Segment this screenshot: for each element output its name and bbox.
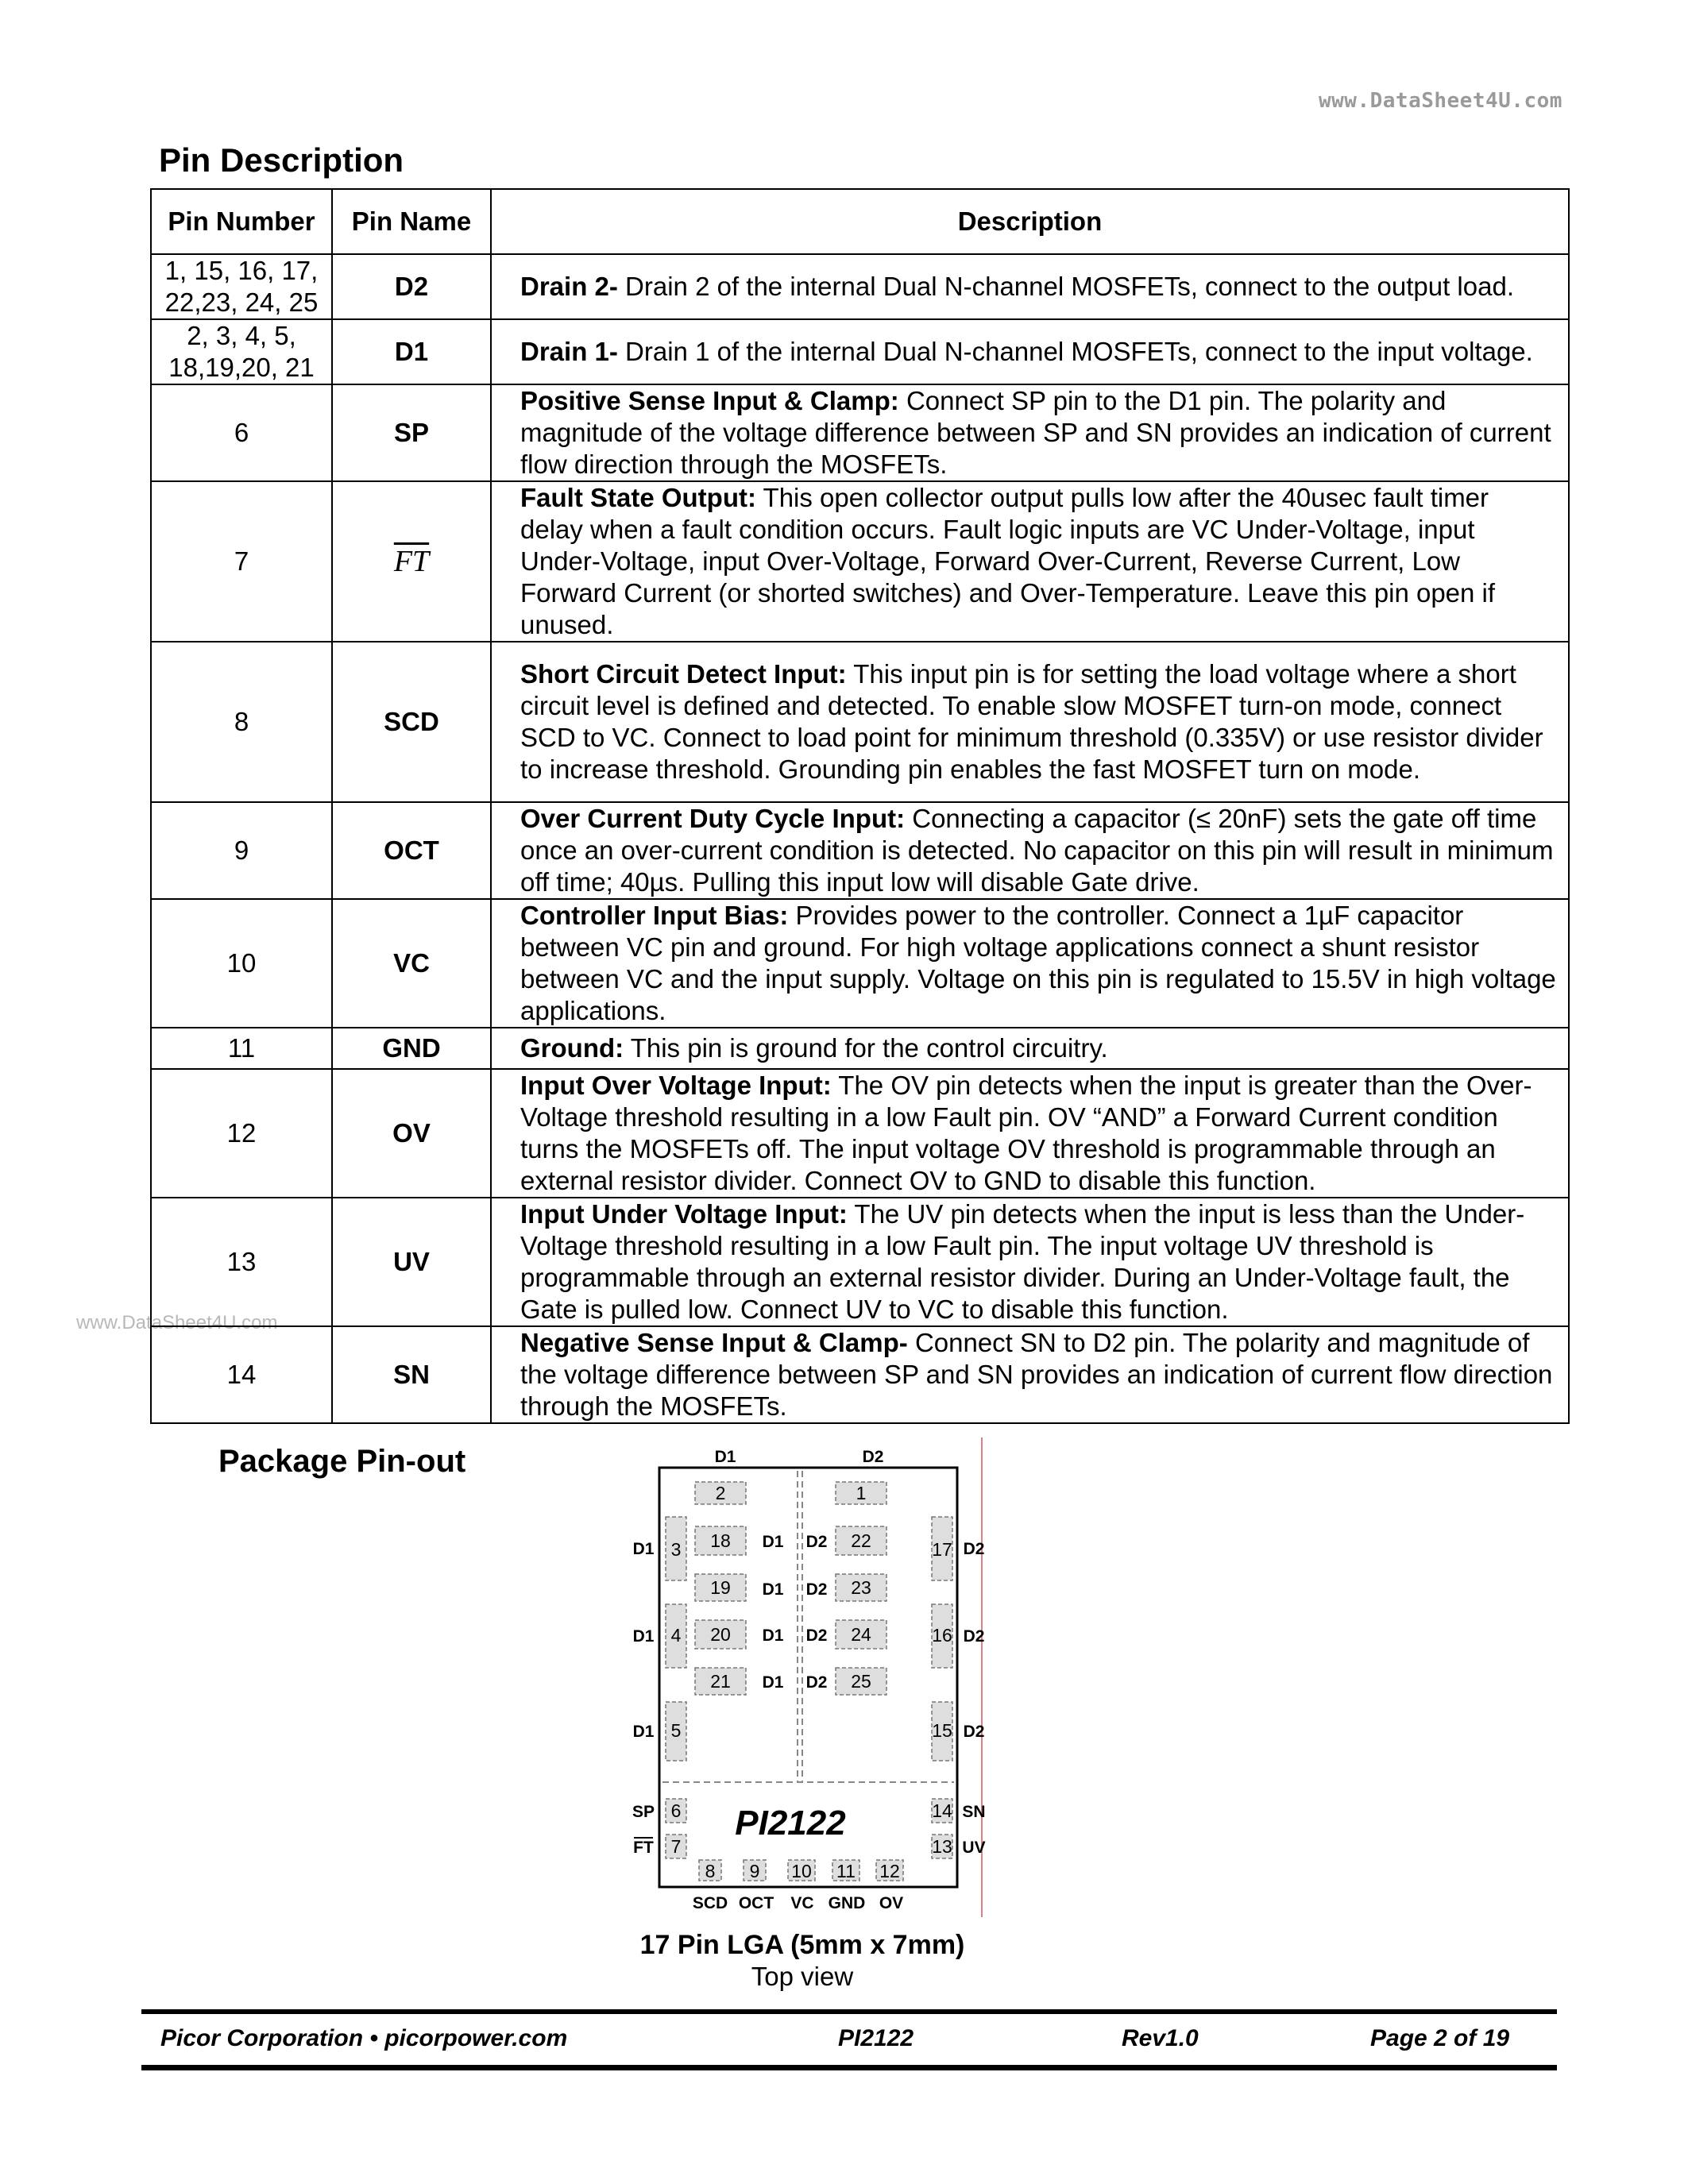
table-row — [151, 481, 1569, 642]
table-row — [151, 1069, 1569, 1198]
pin-name: SN — [332, 1326, 491, 1423]
bottom-label: SCD — [692, 1894, 728, 1912]
table-row — [151, 1326, 1569, 1423]
table-row — [151, 319, 1569, 384]
left-label-fault: FT — [633, 1839, 654, 1857]
section-title: Pin Description — [159, 141, 404, 179]
header-description: Description — [491, 189, 1569, 254]
table-row — [151, 802, 1569, 899]
pin-name — [332, 481, 491, 642]
top-label-d1: D1 — [714, 1448, 736, 1466]
inner-label-d2: D2 — [805, 1673, 828, 1692]
pin-description — [491, 1198, 1569, 1326]
pad-number: 12 — [879, 1861, 900, 1881]
pin-description — [491, 384, 1569, 481]
pad-number: 15 — [932, 1720, 952, 1741]
left-label: SP — [632, 1803, 655, 1821]
footer-rule-top — [141, 2009, 1557, 2014]
inner-label-d1: D1 — [762, 1580, 784, 1599]
table-row — [151, 1028, 1569, 1069]
pin-name: VC — [332, 899, 491, 1028]
pad-number: 5 — [670, 1720, 682, 1741]
pin-name: OCT — [332, 802, 491, 899]
pad-number: 23 — [851, 1577, 871, 1598]
pin-name: SCD — [332, 642, 491, 802]
pin-number: 1, 15, 16, 17, 22,23, 24, 25 — [151, 254, 332, 319]
right-label: D2 — [963, 1627, 985, 1646]
pad-number: 1 — [856, 1483, 867, 1503]
table-header-row — [151, 189, 1569, 254]
package-caption: 17 Pin LGA (5mm x 7mm) — [639, 1930, 965, 1960]
footer-page: Page 2 of 19 — [1370, 2025, 1510, 2051]
description-label: Positive Sense Input & Clamp: — [520, 386, 899, 415]
inner-label-d2: D2 — [805, 1533, 828, 1551]
top-label-d2: D2 — [862, 1448, 884, 1466]
pin-number: 12 — [151, 1069, 332, 1198]
inner-label-d1: D1 — [762, 1533, 784, 1551]
pin-number: 14 — [151, 1326, 332, 1423]
description-text: Drain 1 of the internal Dual N-channel MOSFETs, connect to the input voltage. — [625, 337, 1533, 366]
description-text: Drain 2 of the internal Dual N-channel MOSFETs, connect to the output load. — [625, 272, 1514, 301]
pin-description — [491, 642, 1569, 802]
bottom-label: OCT — [738, 1894, 774, 1912]
watermark: www.DataSheet4U.com — [1319, 89, 1562, 113]
description-label: Fault State Output: — [520, 483, 756, 512]
description-label: Drain 2- — [520, 272, 618, 301]
pad-number: 20 — [710, 1624, 731, 1645]
pad-number: 21 — [710, 1671, 731, 1692]
pin-description-table — [150, 188, 1570, 1424]
pad-number: 24 — [851, 1624, 871, 1645]
pin-number: 9 — [151, 802, 332, 899]
pin-description — [491, 1069, 1569, 1198]
pad-number: 10 — [791, 1861, 812, 1881]
pad-number: 9 — [749, 1861, 760, 1881]
description-text: The UV pin detects when the input is less than the Under-Voltage threshold resulting in a low Fault pin. The input voltage UV threshold is programmable through an external resistor divider. During an Under-Voltage fault, the Gate is pulled low. Connect UV to VC to disable this function. — [520, 1199, 1525, 1324]
pin-number: 7 — [151, 481, 332, 642]
description-text: This pin is ground for the control circuitry. — [630, 1033, 1108, 1063]
pad-number: 19 — [710, 1577, 731, 1598]
description-text: Provides power to the controller. Connect a 1µF capacitor between VC pin and ground. For high voltage applications connect a shunt resistor between VC and the input supply. Voltage on this pin is regulated to 15.5V in high voltage applications. — [520, 901, 1556, 1025]
inner-label-d2: D2 — [805, 1626, 828, 1645]
pad-number: 7 — [670, 1836, 682, 1857]
bottom-label: GND — [828, 1894, 866, 1912]
table-row — [151, 899, 1569, 1028]
pad-number: 4 — [670, 1625, 682, 1646]
description-label: Negative Sense Input & Clamp- — [520, 1328, 908, 1357]
pin-number: 8 — [151, 642, 332, 802]
pin-name: UV — [332, 1198, 491, 1326]
pin-name: D2 — [332, 254, 491, 319]
header-pin-number: Pin Number — [151, 189, 332, 254]
pin-number: 10 — [151, 899, 332, 1028]
table-row — [151, 1198, 1569, 1326]
bottom-label: VC — [790, 1894, 814, 1912]
description-label: Over Current Duty Cycle Input: — [520, 804, 906, 833]
bottom-label: OV — [879, 1894, 904, 1912]
description-label: Short Circuit Detect Input: — [520, 659, 847, 689]
pad-number: 6 — [670, 1800, 682, 1821]
fault-pin-name: $\overline{FT}$ — [393, 544, 430, 578]
pad-number: 3 — [670, 1539, 682, 1560]
description-text: This input pin is for setting the load voltage where a short circuit level is defined and detected. To enable slow MOSFET turn-on mode, connect SCD to VC. Connect to load point for minimum threshold (0.335V) or use resistor divider to increase threshold. Grounding pin enables the fast MOSFET turn on mode. — [520, 659, 1543, 784]
pad-number: 18 — [710, 1530, 731, 1551]
pad-number: 22 — [851, 1530, 871, 1551]
pin-description — [491, 899, 1569, 1028]
pin-number: 11 — [151, 1028, 332, 1069]
pin-description — [491, 481, 1569, 642]
pad-number: 11 — [836, 1861, 856, 1881]
inner-label-d2: D2 — [805, 1580, 828, 1599]
table-row — [151, 384, 1569, 481]
chip-name: PI2122 — [735, 1804, 846, 1843]
pad-number: 25 — [851, 1671, 871, 1692]
description-text: Connecting a capacitor (≤ 20nF) sets the gate off time once an over-current condition is detected. No capacitor on this pin will result in minimum off time; 40µs. Pulling this input low will disable Gate drive. — [520, 804, 1554, 897]
description-text: The OV pin detects when the input is greater than the Over-Voltage threshold resulting in a low Fault pin. OV “AND” a Forward Current condition turns the MOSFETs off. The input voltage OV threshold is programmable through an external resistor divider. Connect OV to GND to disable this function. — [520, 1071, 1532, 1195]
description-label: Controller Input Bias: — [520, 901, 789, 930]
description-label: Ground: — [520, 1033, 624, 1063]
pin-name: OV — [332, 1069, 491, 1198]
right-label: D2 — [963, 1540, 985, 1558]
pad-number: 2 — [715, 1483, 726, 1503]
inner-label-d1: D1 — [762, 1626, 784, 1645]
side-watermark: www.DataSheet4U.com — [76, 1312, 278, 1333]
footer-part: PI2122 — [838, 2025, 914, 2051]
description-text: Connect SN to D2 pin. The polarity and magnitude of the voltage difference between SP and SN provides an indication of current flow direction through the MOSFETs. — [520, 1328, 1553, 1421]
table-row — [151, 642, 1569, 802]
pad-number: 16 — [932, 1625, 952, 1646]
right-label: UV — [962, 1839, 986, 1857]
description-label: Input Over Voltage Input: — [520, 1071, 832, 1100]
right-label: SN — [962, 1803, 986, 1821]
table-row — [151, 254, 1569, 319]
right-label: D2 — [963, 1723, 985, 1741]
footer-company: Picor Corporation • picorpower.com — [160, 2025, 568, 2051]
pad-number: 8 — [705, 1861, 716, 1881]
pin-name: GND — [332, 1028, 491, 1069]
description-label: Drain 1- — [520, 337, 618, 366]
pad-number: 13 — [932, 1836, 952, 1857]
pin-number: 13 — [151, 1198, 332, 1326]
left-label: D1 — [632, 1723, 655, 1741]
inner-label-d1: D1 — [762, 1673, 784, 1692]
pin-number: 2, 3, 4, 5, 18,19,20, 21 — [151, 319, 332, 384]
pin-description — [491, 1326, 1569, 1423]
left-label: D1 — [632, 1540, 655, 1558]
pad-number: 17 — [932, 1539, 952, 1560]
pin-name: SP — [332, 384, 491, 481]
footer-rev: Rev1.0 — [1122, 2025, 1199, 2051]
description-label: Input Under Voltage Input: — [520, 1199, 848, 1229]
footer-rule-bottom — [141, 2065, 1557, 2070]
pinout-title: Package Pin-out — [218, 1444, 466, 1479]
pin-description — [491, 802, 1569, 899]
pin-description — [491, 1028, 1569, 1069]
package-subcaption: Top view — [751, 1962, 854, 1991]
package-pinout-diagram — [604, 1437, 1001, 1930]
pin-number: 6 — [151, 384, 332, 481]
left-label: D1 — [632, 1627, 655, 1646]
description-text: Connect SP pin to the D1 pin. The polarity and magnitude of the voltage difference between SP and SN provides an indication of current flow direction through the MOSFETs. — [520, 386, 1551, 479]
header-pin-name: Pin Name — [332, 189, 491, 254]
pad-number: 14 — [932, 1800, 952, 1821]
description-text: This open collector output pulls low after the 40usec fault timer delay when a fault condition occurs. Fault logic inputs are VC Under-Voltage, input Under-Voltage, input Over-Voltage, Forward Over-Current, Reverse Current, Low Forward Current (or shorted switches) and Over-Temperature. Leave this pin open if unused. — [520, 483, 1496, 639]
pin-description — [491, 254, 1569, 319]
pin-name: D1 — [332, 319, 491, 384]
pin-description — [491, 319, 1569, 384]
